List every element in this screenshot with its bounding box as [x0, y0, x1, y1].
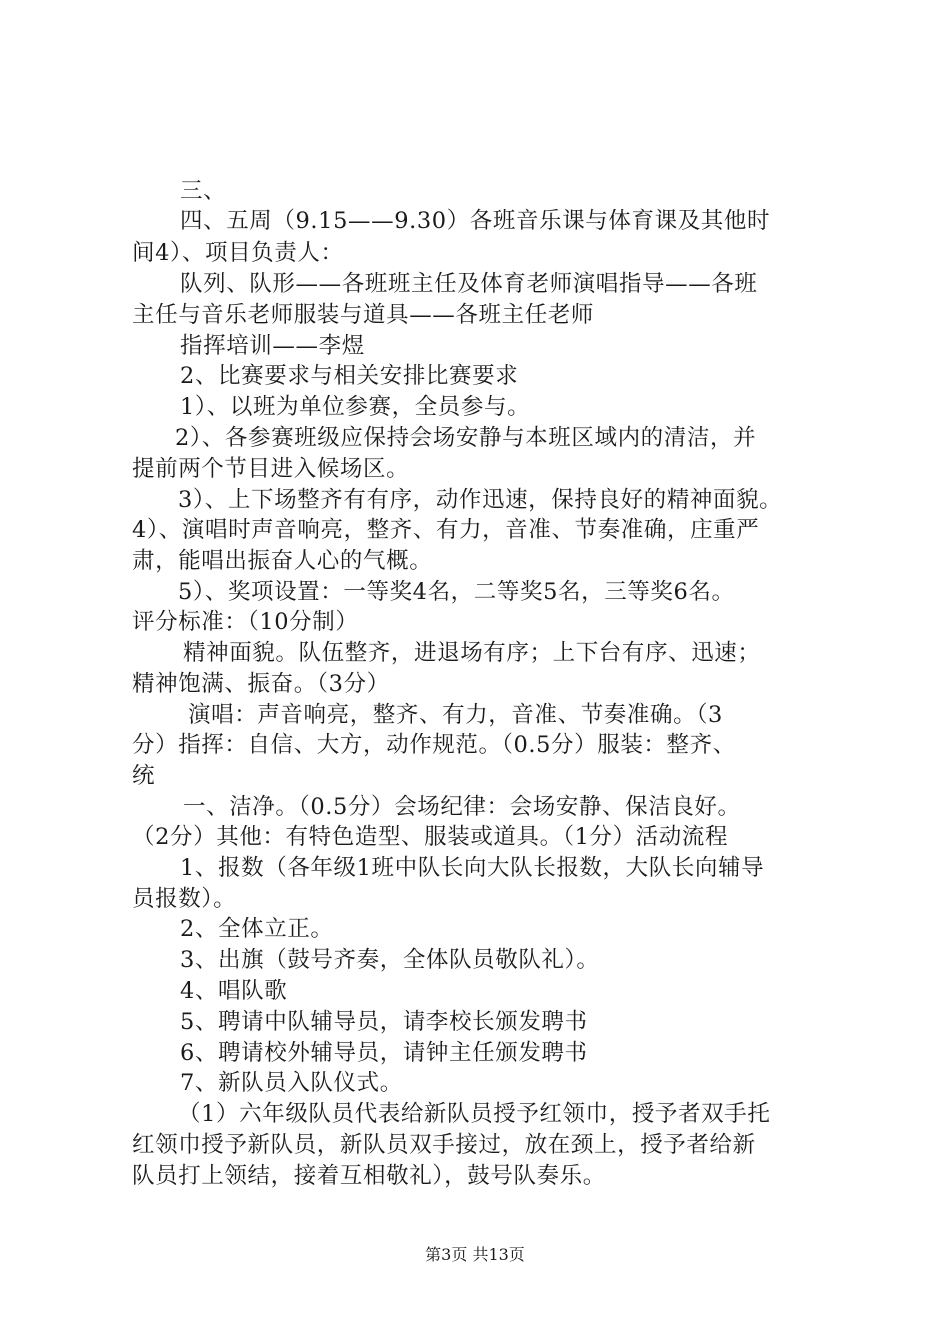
text-line: 肃，能唱出振奋人心的气概。: [132, 548, 433, 574]
text-line: 7、新队员入队仪式。: [180, 1070, 403, 1096]
text-line: 三、: [180, 178, 227, 204]
text-line: 红领巾授予新队员，新队员双手接过，放在颈上，授予者给新: [132, 1132, 756, 1158]
text-line: 5、聘请中队辅导员，请李校长颁发聘书: [180, 1009, 588, 1035]
text-line: 队员打上领结，接着互相敬礼），鼓号队奏乐。: [132, 1163, 606, 1189]
text-line: 统: [132, 763, 156, 789]
text-line: 精神面貌。队伍整齐，进退场有序；上下台有序、迅速；: [183, 640, 761, 666]
text-line: 演唱：声音响亮，整齐、有力，音准、节奏准确。（3: [188, 702, 723, 728]
page-footer: [0, 1245, 950, 1265]
text-line: 评分标准：（10分制）: [132, 609, 359, 635]
text-line: 2、全体立正。: [180, 916, 334, 942]
text-line: 2）、各参赛班级应保持会场安静与本班区域内的清洁，并: [175, 425, 757, 451]
text-line: 1）、以班为单位参赛，全员参与。: [180, 394, 531, 420]
text-line: 1、报数（各年级1班中队长向大队长报数，大队长向辅导: [180, 855, 765, 881]
text-line: 6、聘请校外辅导员，请钟主任颁发聘书: [180, 1040, 588, 1066]
text-line: （2分）其他：有特色造型、服装或道具。（1分）活动流程: [132, 824, 729, 850]
text-line: 4）、演唱时声音响亮，整齐、有力，音准、节奏准确，庄重严: [132, 517, 760, 543]
text-line: 3）、上下场整齐有有序，动作迅速，保持良好的精神面貌。: [178, 487, 783, 513]
text-line: 员报数）。: [132, 886, 237, 912]
text-line: 5）、奖项设置：一等奖4名，二等奖5名，三等奖6名。: [178, 579, 735, 605]
text-line: 间4）、项目负责人：: [132, 240, 344, 266]
page-number: 第3页 共13页: [425, 1245, 525, 1264]
text-line: 2、比赛要求与相关安排比赛要求: [180, 363, 519, 389]
text-line: 主任与音乐老师服装与道具——各班主任老师: [132, 302, 595, 328]
text-line: 四、五周（9.15——9.30）各班音乐课与体育课及其他时: [180, 208, 771, 234]
text-line: 3、出旗（鼓号齐奏，全体队员敬队礼）。: [180, 947, 600, 973]
text-line: 精神饱满、振奋。（3分）: [132, 671, 390, 697]
text-line: 提前两个节目进入候场区。: [132, 456, 410, 482]
text-line: 4、唱队歌: [180, 978, 288, 1004]
text-line: 指挥培训——李煜: [180, 333, 365, 359]
text-line: 分）指挥：自信、大方，动作规范。（0.5分）服装：整齐、: [132, 732, 736, 758]
text-line: 一、洁净。（0.5分）会场纪律：会场安静、保洁良好。: [183, 794, 741, 820]
text-line: （1）六年级队员代表给新队员授予红领巾，授予者双手托: [178, 1101, 771, 1127]
text-line: 队列、队形——各班班主任及体育老师演唱指导——各班: [180, 271, 758, 297]
